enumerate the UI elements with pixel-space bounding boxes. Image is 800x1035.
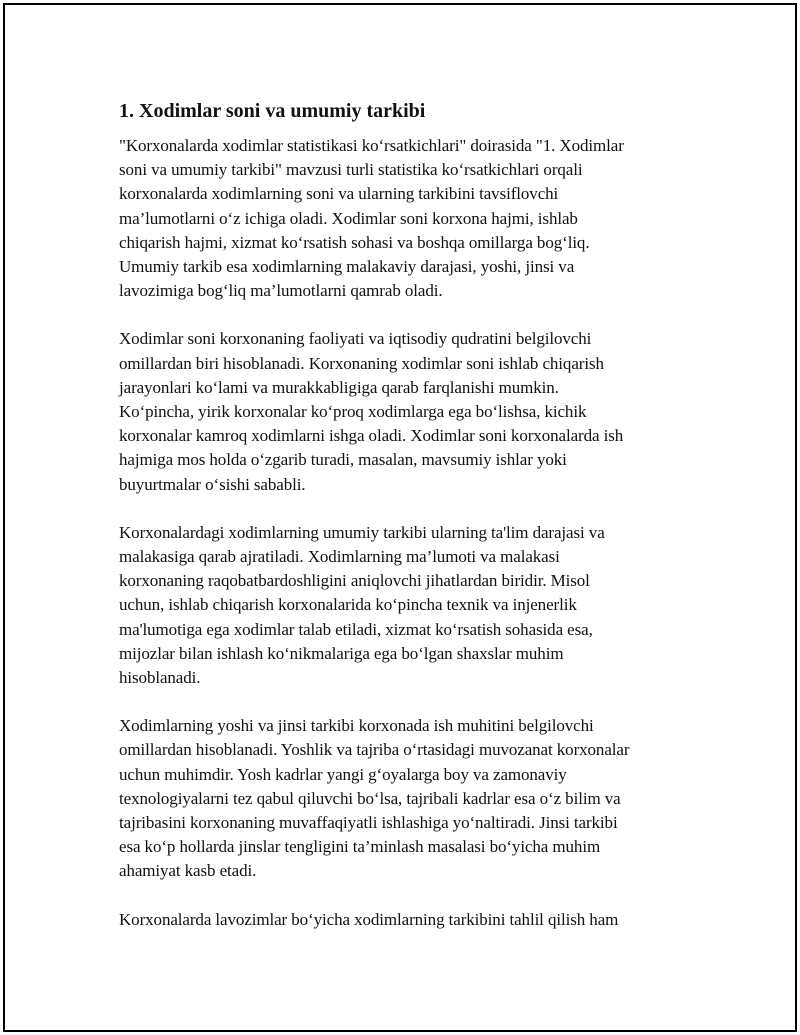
text-line: Ko‘pincha, yirik korxonalar ko‘proq xodimlarga ega bo‘lishsa, kichik — [119, 402, 587, 422]
text-line: ahamiyat kasb etadi. — [119, 861, 257, 881]
text-line: Xodimlar soni korxonaning faoliyati va iqtisodiy qudratini belgilovchi — [119, 329, 592, 349]
document-page — [3, 3, 797, 1032]
text-line: lavozimiga bog‘liq ma’lumotlarni qamrab oladi. — [119, 281, 443, 301]
section-heading: 1. Xodimlar soni va umumiy tarkibi — [119, 100, 426, 122]
text-line: texnologiyalarni tez qabul qiluvchi bo‘lsa, tajribali kadrlar esa o‘z bilim va — [119, 788, 621, 808]
paragraph-3 — [119, 521, 679, 690]
text-line: Xodimlarning yoshi va jinsi tarkibi korxonada ish muhitini belgilovchi — [119, 716, 594, 736]
text-line: "Korxonalarda xodimlar statistikasi ko‘rsatkichlari" doirasida "1. Xodimlar — [119, 136, 624, 155]
paragraph-4 — [119, 714, 679, 883]
text-line: omillardan biri hisoblanadi. Korxonaning xodimlar soni ishlab chiqarish — [119, 353, 604, 373]
text-line: Korxonalardagi xodimlarning umumiy tarkibi ularning ta'lim darajasi va — [119, 522, 605, 542]
text-line: uchun, ishlab chiqarish korxonalarida ko‘pincha texnik va injenerlik — [119, 595, 577, 615]
text-line: hajmiga mos holda o‘zgarib turadi, masalan, mavsumiy ishlar yoki — [119, 450, 567, 470]
text-line: omillardan hisoblanadi. Yoshlik va tajriba o‘rtasidagi muvozanat korxonalar — [119, 740, 630, 760]
text-line: hisoblanadi. — [119, 668, 201, 688]
text-line: chiqarish hajmi, xizmat ko‘rsatish sohasi va boshqa omillarga bog‘liq. — [119, 232, 590, 252]
text-line: uchun muhimdir. Yosh kadrlar yangi g‘oyalarga boy va zamonaviy — [119, 764, 567, 784]
text-line: korxonalarda xodimlarning soni va ularning tarkibini tavsiflovchi — [119, 184, 559, 204]
text-line: korxonaning raqobatbardoshligini aniqlovchi jihatlardan biridir. Misol — [119, 571, 590, 591]
text-line: ma'lumotiga ega xodimlar talab etiladi, xizmat ko‘rsatish sohasida esa, — [119, 619, 593, 639]
document-content — [119, 98, 679, 956]
text-line: mijozlar bilan ishlash ko‘nikmalariga ega bo‘lgan shaxslar muhim — [119, 643, 564, 663]
text-line: soni va umumiy tarkibi" mavzusi turli statistika ko‘rsatkichlari orqali — [119, 160, 583, 180]
text-line: Umumiy tarkib esa xodimlarning malakaviy darajasi, yoshi, jinsi va — [119, 257, 575, 277]
text-line: malakasiga qarab ajratiladi. Xodimlarning ma’lumoti va malakasi — [119, 547, 560, 567]
text-line: Korxonalarda lavozimlar bo‘yicha xodimlarning tarkibini tahlil qilish ham — [119, 909, 619, 929]
paragraph-2 — [119, 327, 679, 496]
text-line: tajribasini korxonaning muvaffaqiyatli ishlashiga yo‘naltiradi. Jinsi tarkibi — [119, 813, 618, 833]
text-line: korxonalar kamroq xodimlarni ishga oladi. Xodimlar soni korxonalarda ish — [119, 426, 624, 446]
text-line: ma’lumotlarni o‘z ichiga oladi. Xodimlar soni korxona hajmi, ishlab — [119, 208, 578, 228]
paragraph-1 — [119, 134, 679, 303]
paragraph-5 — [119, 908, 679, 932]
text-line: buyurtmalar o‘sishi sababli. — [119, 474, 306, 494]
text-line: esa ko‘p hollarda jinslar tengligini ta’minlash masalasi bo‘yicha muhim — [119, 837, 601, 857]
text-line: jarayonlari ko‘lami va murakkabligiga qarab farqlanishi mumkin. — [119, 377, 559, 397]
